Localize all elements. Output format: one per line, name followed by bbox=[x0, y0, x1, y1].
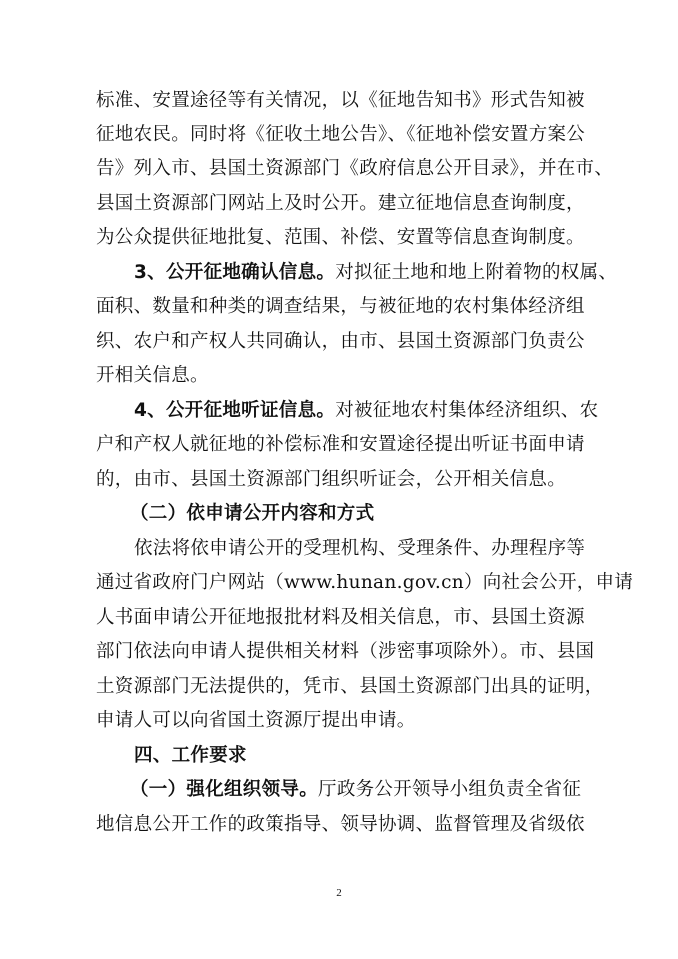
text-line bbox=[96, 463, 580, 497]
text-line bbox=[96, 290, 585, 324]
text-line bbox=[96, 152, 614, 186]
line-text: 标准、安置途径等有关情况，以《征地告知书》形式告知被 bbox=[96, 90, 585, 111]
line-text: 面积、数量和种类的调查结果，与被征地的农村集体经济组 bbox=[96, 296, 585, 317]
line-text: 依法将依申请公开的受理机构、受理条件、办理程序等 bbox=[134, 538, 586, 559]
text-line bbox=[96, 635, 595, 669]
section-heading: 4、公开征地听证信息。 bbox=[134, 400, 336, 421]
subsection-heading: （二）依申请公开内容和方式 bbox=[130, 503, 375, 524]
text-line bbox=[96, 601, 585, 635]
text-line bbox=[130, 497, 580, 531]
text-line bbox=[134, 394, 599, 428]
line-text: 申请人可以向省国土资源厅提出申请。 bbox=[96, 710, 416, 731]
line-text: 对被征地农村集体经济组织、农 bbox=[335, 400, 599, 421]
line-text: 通过省政府门户网站（www.hunan.gov.cn）向社会公开，申请 bbox=[96, 572, 634, 593]
section-heading: 四、工作要求 bbox=[134, 745, 247, 766]
line-text: 县国土资源部门网站上及时公开。建立征地信息查询制度， bbox=[96, 193, 585, 214]
text-line bbox=[130, 773, 580, 807]
text-line bbox=[96, 428, 585, 462]
text-line bbox=[96, 670, 604, 704]
line-text: 为公众提供征地批复、范围、补偿、安置等信息查询制度。 bbox=[96, 227, 585, 248]
text-line bbox=[134, 739, 580, 773]
text-line bbox=[134, 532, 586, 566]
line-text: 织、农户和产权人共同确认，由市、县国土资源部门负责公 bbox=[96, 331, 585, 352]
text-line bbox=[96, 808, 585, 842]
text-line bbox=[96, 359, 580, 393]
line-text: 的，由市、县国土资源部门组织听证会，公开相关信息。 bbox=[96, 469, 567, 490]
line-text: 部门依法向申请人提供相关材料（涉密事项除外）。市、县国 bbox=[96, 641, 595, 662]
line-text: 厅政务公开领导小组负责全省征 bbox=[318, 779, 582, 800]
text-line bbox=[96, 704, 580, 738]
text-line bbox=[96, 187, 585, 221]
line-text: 户和产权人就征地的补偿标准和安置途径提出听证书面申请 bbox=[96, 434, 585, 455]
text-line bbox=[96, 84, 585, 118]
text-line bbox=[96, 566, 634, 600]
text-line bbox=[96, 325, 585, 359]
line-text: 开相关信息。 bbox=[96, 365, 209, 386]
page-number: 2 bbox=[336, 887, 342, 899]
text-line bbox=[134, 256, 618, 290]
line-text: 征地农民。同时将《征收土地公告》、《征地补偿安置方案公 bbox=[96, 124, 586, 145]
line-text: 人书面申请公开征地报批材料及相关信息，市、县国土资源 bbox=[96, 607, 585, 628]
line-text: 土资源部门无法提供的，凭市、县国土资源部门出具的证明， bbox=[96, 676, 604, 697]
line-text: 告》列入市、县国土资源部门《政府信息公开目录》，并在市、 bbox=[96, 158, 614, 179]
line-text: 地信息公开工作的政策指导、领导协调、监督管理及省级依 bbox=[96, 814, 585, 835]
line-text: 对拟征土地和地上附着物的权属、 bbox=[335, 262, 618, 283]
subsection-heading: （一）强化组织领导。 bbox=[130, 779, 319, 800]
text-line bbox=[96, 221, 585, 255]
section-heading: 3、公开征地确认信息。 bbox=[134, 262, 336, 283]
text-line bbox=[96, 118, 586, 152]
